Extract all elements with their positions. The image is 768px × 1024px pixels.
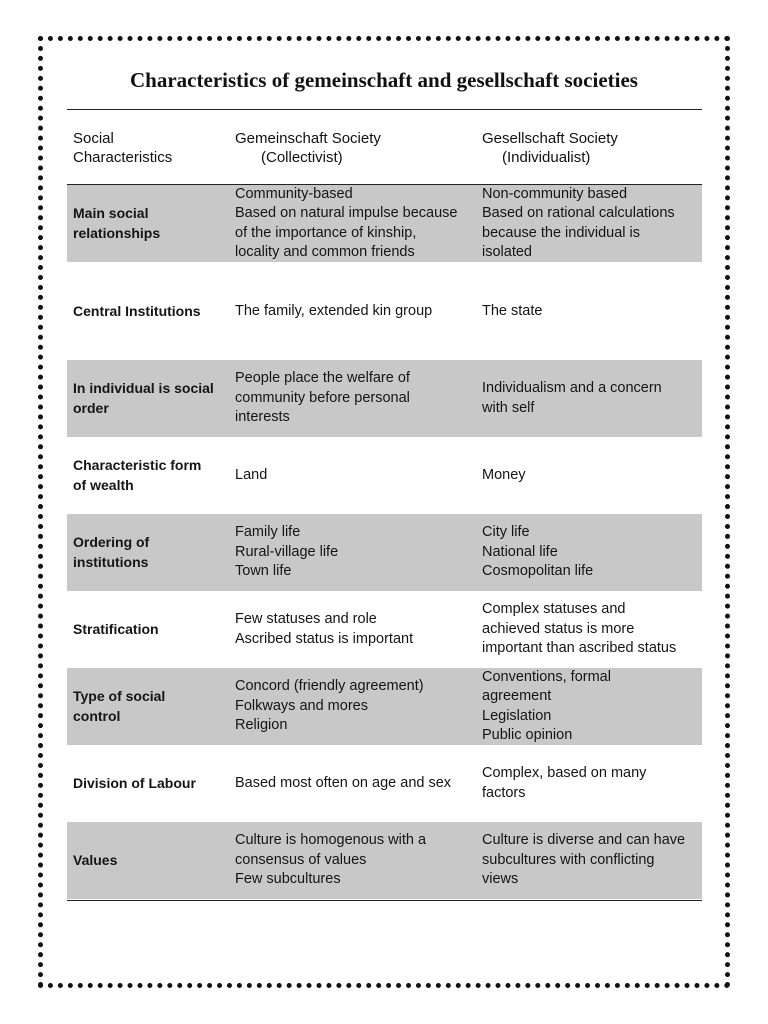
gemeinschaft-cell-line: Concord (friendly agreement) (235, 678, 424, 695)
gemeinschaft-cell-line: of the importance of kinship, (235, 224, 417, 241)
gesellschaft-cell (482, 591, 700, 668)
gesellschaft-cell (482, 360, 700, 437)
gesellschaft-cell (482, 263, 700, 360)
gesellschaft-cell-line: Individualism and a concern (482, 380, 662, 396)
gesellschaft-cell-line: Conventions, formal (482, 668, 611, 685)
gemeinschaft-cell-line: consensus of values (235, 851, 367, 868)
gesellschaft-cell (482, 822, 700, 899)
gemeinschaft-cell-line: Family life (235, 524, 301, 541)
table-row-main-social-relationships (67, 185, 702, 262)
gesellschaft-cell-line: because the individual is (482, 224, 640, 241)
gemeinschaft-cell-line: community before personal (235, 389, 410, 406)
gesellschaft-cell-line: Money (482, 466, 526, 483)
gemeinschaft-cell (235, 185, 475, 262)
gesellschaft-cell-line: Legislation (482, 707, 552, 724)
gemeinschaft-cell-line: Folkways and mores (235, 697, 368, 714)
gemeinschaft-cell-line: Town life (235, 563, 292, 580)
gemeinschaft-cell (235, 745, 475, 822)
row-label-line: Ordering of (73, 534, 150, 550)
gemeinschaft-cell-line: Religion (235, 717, 288, 734)
gesellschaft-cell-line: Public opinion (482, 727, 573, 743)
gesellschaft-cell-line: City life (482, 524, 530, 541)
row-label (73, 514, 228, 591)
row-label-line: Main social (73, 205, 149, 221)
row-label (73, 591, 228, 668)
row-label-line: Characteristic form (73, 457, 202, 473)
gemeinschaft-cell-line: Based on natural impulse because (235, 205, 458, 221)
row-label-line: institutions (73, 553, 149, 570)
gesellschaft-cell-line: agreement (482, 688, 552, 704)
table-row-stratification (67, 591, 702, 668)
gemeinschaft-cell-line: locality and common friends (235, 244, 415, 260)
gesellschaft-cell-line: isolated (482, 244, 532, 260)
gemeinschaft-cell-line: Based most often on age and sex (235, 774, 452, 791)
gemeinschaft-cell-line: Few subcultures (235, 871, 341, 888)
gesellschaft-cell-line: Non-community based (482, 185, 628, 202)
gesellschaft-cell-line: The state (482, 302, 543, 319)
row-label-line: Central Institutions (73, 302, 201, 319)
gesellschaft-cell-line: factors (482, 784, 526, 801)
gesellschaft-cell (482, 185, 700, 262)
gemeinschaft-cell-line: People place the welfare of (235, 370, 410, 387)
gesellschaft-cell-line: achieved status is more (482, 620, 635, 637)
gemeinschaft-cell (235, 263, 475, 360)
header-gemeinschaft: Gemeinschaft Society (Collectivist) (235, 130, 381, 166)
table-row-values (67, 822, 702, 899)
gemeinschaft-cell-line: Land (235, 466, 268, 483)
table-row-division-of-labour (67, 745, 702, 822)
table-row-individual-social-order (67, 360, 702, 437)
table-row-ordering-of-institutions (67, 514, 702, 591)
gemeinschaft-cell-line: Culture is homogenous with a (235, 832, 427, 849)
row-label-line: control (73, 707, 121, 724)
row-label-line: Type of social (73, 688, 166, 704)
row-label-line: of wealth (73, 476, 134, 493)
gesellschaft-cell-line: subcultures with conflicting (482, 851, 655, 868)
gesellschaft-cell-line: Complex statuses and (482, 601, 626, 618)
gesellschaft-cell-line: Culture is diverse and can have (482, 832, 686, 849)
gemeinschaft-cell-line: Community-based (235, 185, 353, 202)
gemeinschaft-cell (235, 514, 475, 591)
gemeinschaft-cell (235, 668, 475, 745)
row-label-line: In individual is social (73, 380, 214, 396)
gesellschaft-cell-line: Cosmopolitan life (482, 563, 594, 580)
row-label-line: Division of Labour (73, 774, 196, 791)
row-label-line: Stratification (73, 620, 159, 637)
gesellschaft-cell-line: Based on rational calculations (482, 205, 675, 221)
row-label-line: relationships (73, 224, 161, 241)
gesellschaft-cell-line: views (482, 871, 519, 888)
gemeinschaft-cell (235, 437, 475, 514)
gesellschaft-cell (482, 668, 700, 745)
row-label-line: order (73, 399, 109, 416)
gesellschaft-cell (482, 745, 700, 822)
header-social-characteristics: Social Characteristics (73, 130, 173, 166)
bottom-rule (67, 900, 702, 901)
row-label (73, 437, 228, 514)
gesellschaft-cell-line: National life (482, 543, 558, 560)
gemeinschaft-cell-line: Ascribed status is important (235, 630, 414, 647)
gesellschaft-cell-line: Complex, based on many (482, 765, 647, 781)
gemeinschaft-cell-line: Few statuses and role (235, 611, 377, 627)
table-row-central-institutions (67, 263, 702, 360)
page-title: Characteristics of gemeinschaft and gesellschaft societies (130, 68, 638, 92)
row-label (73, 263, 228, 360)
gemeinschaft-cell-line: interests (235, 409, 290, 426)
gemeinschaft-cell (235, 360, 475, 437)
row-label-line: Values (73, 851, 118, 868)
row-label (73, 360, 228, 437)
row-label (73, 745, 228, 822)
gesellschaft-cell (482, 514, 700, 591)
row-label (73, 185, 228, 262)
gemeinschaft-cell-line: Rural-village life (235, 543, 339, 560)
gemeinschaft-cell-line: The family, extended kin group (235, 302, 433, 319)
gesellschaft-cell-line: with self (482, 399, 535, 416)
gesellschaft-cell (482, 437, 700, 514)
table-row-form-of-wealth (67, 437, 702, 514)
header-gesellschaft: Gesellschaft Society (Individualist) (482, 130, 618, 166)
gesellschaft-cell-line: important than ascribed status (482, 640, 677, 657)
table-row-type-of-social-control (67, 668, 702, 745)
row-label (73, 822, 228, 899)
gemeinschaft-cell (235, 822, 475, 899)
row-label (73, 668, 228, 745)
gemeinschaft-cell (235, 591, 475, 668)
table-header (67, 112, 702, 184)
top-rule (67, 109, 702, 110)
